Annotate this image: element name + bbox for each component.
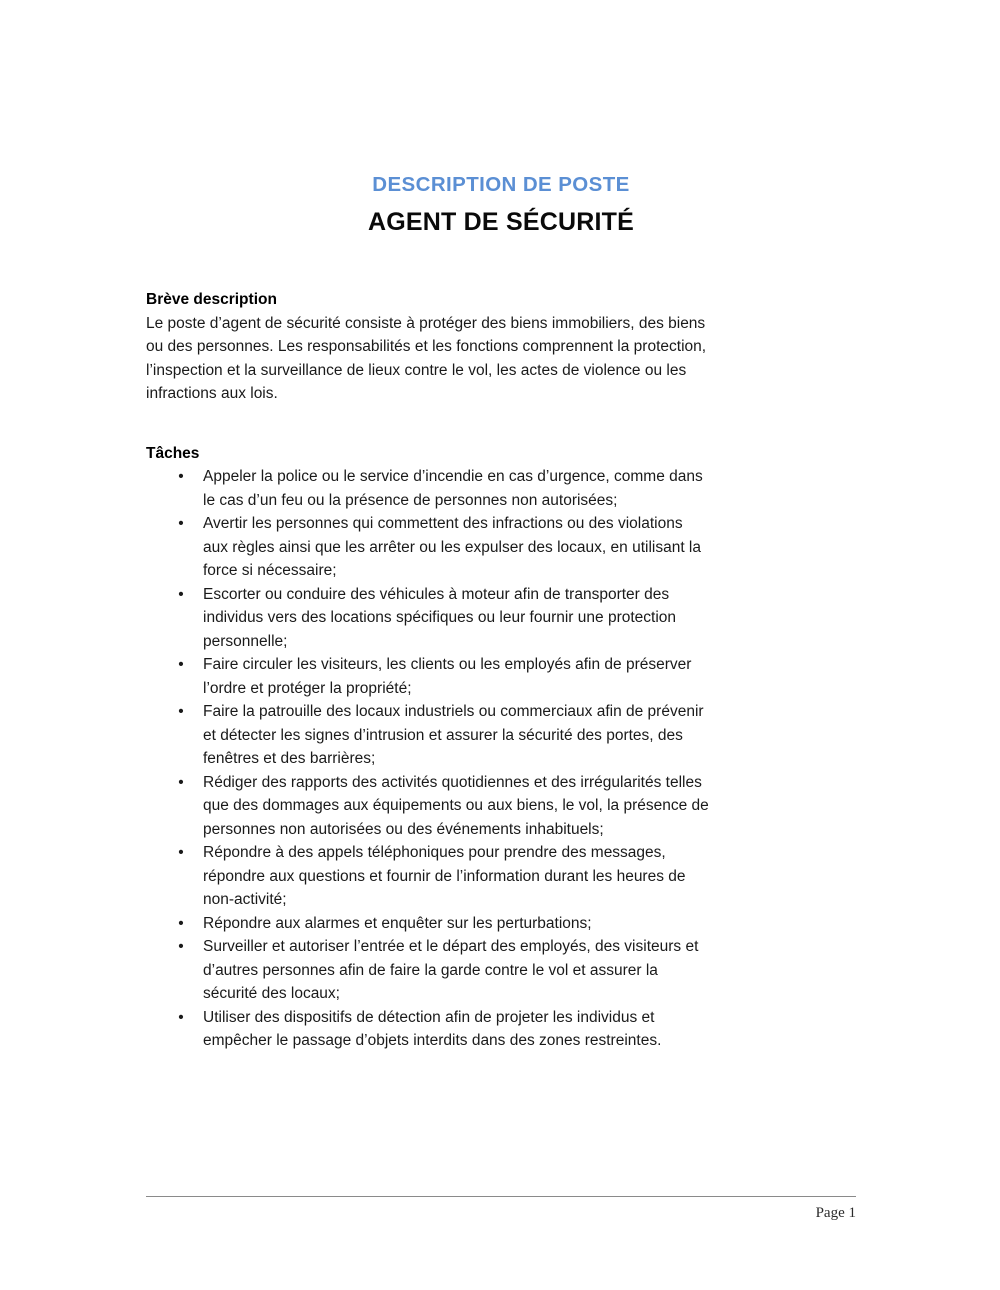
section-heading-breve-description: Brève description xyxy=(146,291,277,308)
list-item-text: Faire la patrouille des locaux industriels ou commerciaux afin de prévenir et détecter les signes d’intrusion et assurer la sécurité des portes, des fenêtres et des barrières; xyxy=(203,703,704,767)
list-item xyxy=(146,771,710,842)
description-paragraph: Le poste d’agent de sécurité consiste à protéger des biens immobiliers, des biens ou des personnes. Les responsabilités et les fonctions comprennent la protection, l’inspection et la surveillance de lieux contre le vol, les actes de violence ou les infractions aux lois. xyxy=(146,314,707,402)
list-item-text: Escorter ou conduire des véhicules à moteur afin de transporter des individus vers des locations spécifiques ou leur fournir une protection personnelle; xyxy=(203,585,677,650)
bullet-icon: • xyxy=(178,914,184,932)
section-heading-taches: Tâches xyxy=(146,444,200,462)
page-number: Page 1 xyxy=(815,1205,856,1221)
bullet-icon: • xyxy=(178,515,184,532)
page-title: AGENT DE SÉCURITÉ xyxy=(368,208,634,236)
list-item xyxy=(146,841,710,912)
bullet-icon: • xyxy=(178,656,184,673)
list-item xyxy=(146,935,710,1006)
list-item-text: Surveiller et autoriser l’entrée et le départ des employés, des visiteurs et d’autres personnes afin de faire la garde contre le vol et assurer la sécurité des locaux; xyxy=(203,938,699,1002)
section-taches xyxy=(146,442,710,1053)
list-item-text: Répondre à des appels téléphoniques pour prendre des messages, répondre aux questions et fournir de l’information durant les heures de non-activité; xyxy=(203,844,686,908)
page-footer xyxy=(146,1196,856,1223)
bullet-icon: • xyxy=(178,585,184,603)
document-header xyxy=(146,172,856,239)
list-item-text: Utiliser des dispositifs de détection afin de projeter les individus et empêcher le passage d’objets interdits dans des zones restreintes. xyxy=(203,1008,662,1049)
list-item-text: Appeler la police ou le service d’incendie en cas d’urgence, comme dans le cas d’un feu ou la présence de personnes non autorisées; xyxy=(203,468,703,509)
task-list xyxy=(146,465,710,1053)
list-item xyxy=(146,1006,710,1053)
list-item xyxy=(146,512,710,583)
list-item-text: Avertir les personnes qui commettent des infractions ou des violations aux règles ainsi que les arrêter ou les expulser des locaux, en utilisant la force si nécessaire; xyxy=(203,515,701,579)
bullet-icon: • xyxy=(178,468,184,485)
list-item xyxy=(146,583,710,654)
bullet-icon: • xyxy=(178,938,184,955)
bullet-icon: • xyxy=(178,1008,184,1026)
list-item-text: Faire circuler les visiteurs, les clients ou les employés afin de préserver l’ordre et protéger la propriété; xyxy=(203,656,692,697)
list-item xyxy=(146,700,710,771)
list-item-text: Répondre aux alarmes et enquêter sur les perturbations; xyxy=(203,914,592,932)
bullet-icon: • xyxy=(178,703,184,720)
list-item xyxy=(146,465,710,512)
list-item xyxy=(146,653,710,700)
document-kicker: DESCRIPTION DE POSTE xyxy=(372,173,630,196)
footer-divider xyxy=(146,1196,856,1197)
bullet-icon: • xyxy=(178,773,184,791)
list-item-text: Rédiger des rapports des activités quotidiennes et des irrégularités telles que des dommages aux équipements ou aux biens, le vol, la présence de personnes non autorisées ou des événements inhabituels; xyxy=(203,773,709,838)
list-item xyxy=(146,912,710,936)
document-body xyxy=(146,288,710,1053)
bullet-icon: • xyxy=(178,844,184,861)
section-breve-description xyxy=(146,288,710,406)
